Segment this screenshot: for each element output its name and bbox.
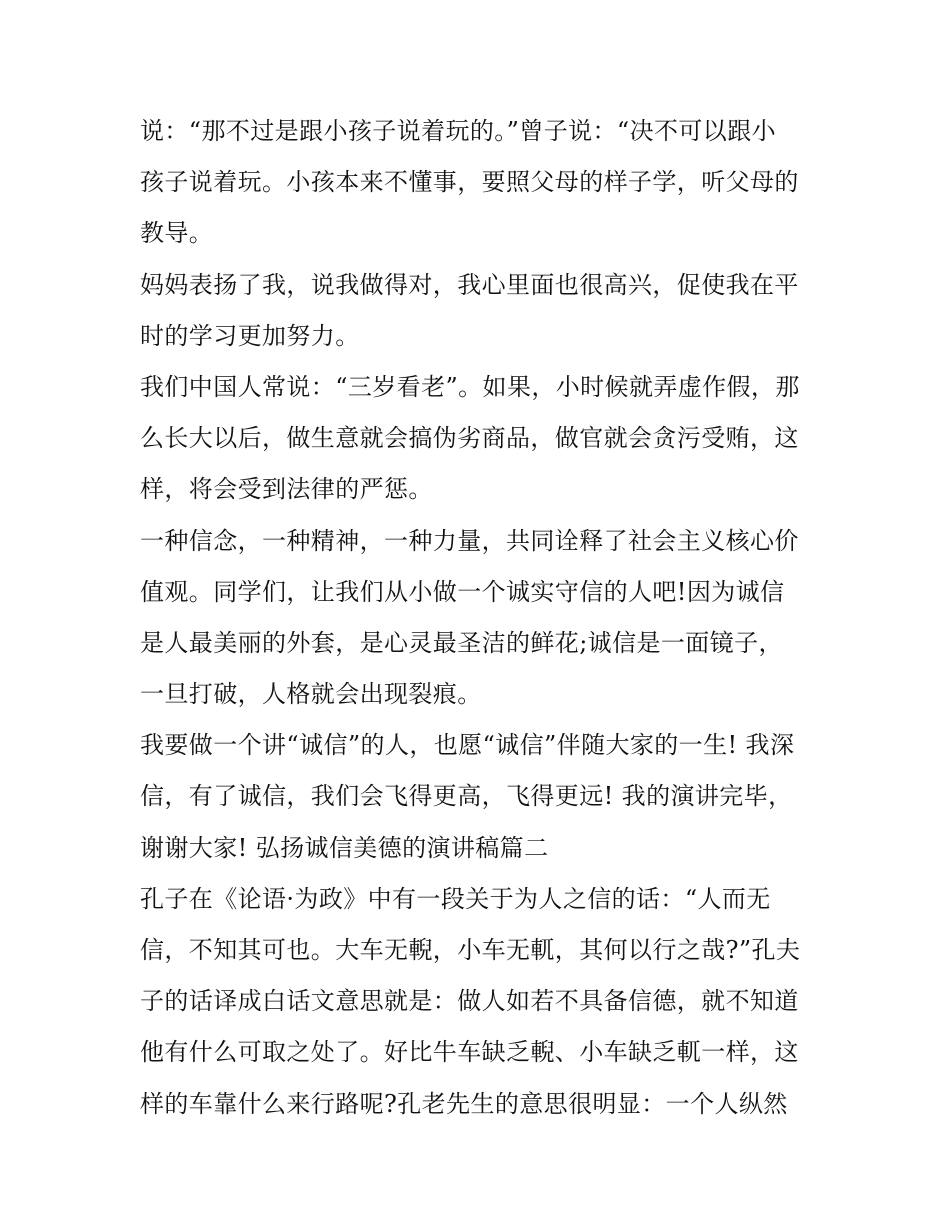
document-body	[140, 106, 820, 1130]
text-line: 我们中国人常说：“三岁看老”。如果，小时候就弄虚作假，那	[140, 372, 800, 401]
text-line: 谢谢大家! 弘扬诚信美德的演讲稿篇二	[140, 833, 549, 862]
text-line: 妈妈表扬了我，说我做得对，我心里面也很高兴，促使我在平	[140, 270, 799, 299]
text-line: 子的话译成白话文意思就是：做人如若不具备信德，就不知道	[140, 987, 799, 1016]
text-line: 教导。	[140, 219, 214, 248]
text-line: 信，不知其可也。大车无輗，小车无軏，其何以行之哉?”孔夫	[140, 936, 801, 964]
text-line: 时的学习更加努力。	[140, 321, 360, 350]
text-line: 信，有了诚信，我们会飞得更高，飞得更远! 我的演讲完毕，	[140, 782, 793, 811]
text-line: 么长大以后，做生意就会搞伪劣商品，做官就会贪污受贿，这	[140, 424, 799, 453]
text-line: 一种信念，一种精神，一种力量，共同诠释了社会主义核心价	[140, 526, 799, 555]
text-line: 值观。同学们，让我们从小做一个诚实守信的人吧!因为诚信	[140, 577, 785, 606]
text-line: 孔子在《论语·为政》中有一段关于为人之信的话：“人而无	[140, 884, 771, 913]
text-line: 一旦打破，人格就会出现裂痕。	[140, 680, 482, 709]
text-line: 我要做一个讲“诚信”的人，也愿“诚信”伴随大家的一生! 我深	[140, 731, 795, 760]
text-line: 孩子说着玩。小孩本来不懂事，要照父母的样子学，听父母的	[140, 168, 799, 197]
text-line: 说：“那不过是跟小孩子说着玩的。”曾子说：“决不可以跟小	[140, 117, 777, 145]
text-line: 样的车靠什么来行路呢?孔老先生的意思很明显：一个人纵然	[140, 1089, 788, 1118]
text-line: 是人最美丽的外套，是心灵最圣洁的鲜花;诚信是一面镜子，	[140, 628, 783, 657]
text-line: 他有什么可取之处了。好比牛车缺乏輗、小车缺乏軏一样，这	[140, 1038, 799, 1067]
text-line: 样，将会受到法律的严惩。	[140, 475, 433, 504]
